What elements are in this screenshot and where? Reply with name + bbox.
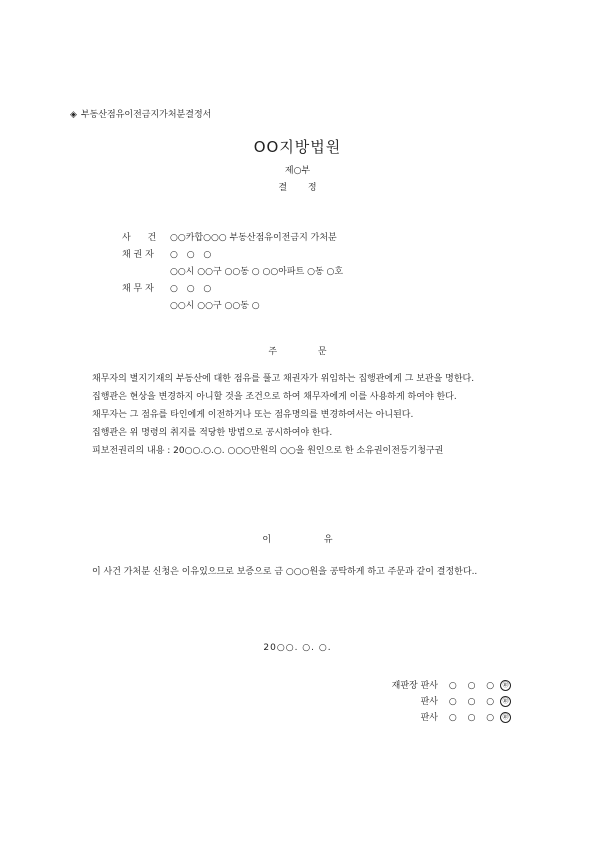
seal-icon: ㊞ — [500, 696, 511, 707]
order-paragraph-1: 채무자의 별지기재의 부동산에 대한 점유를 풀고 채권자가 위임하는 집행관에게 그 보관을 명한다. — [92, 374, 475, 384]
case-row — [122, 230, 337, 243]
case-label: 사 건 — [122, 233, 157, 243]
decision-date: 20○○. ○. ○. — [263, 643, 332, 653]
order-paragraph-5: 피보전권리의 내용 : 20○○.○.○. ○○○만원의 ○○을 원인으로 한 소유권이전등기청구권 — [92, 446, 444, 456]
judge-name: ○ ○ ○ — [448, 697, 495, 707]
judge-role: 판사 — [420, 713, 438, 723]
reason-paragraph: 이 사건 가처분 신청은 이유있으므로 보증으로 금 ○○○원을 공탁하게 하고 주문과 같이 결정한다.. — [92, 567, 478, 577]
order-paragraph-2: 집행관은 현상을 변경하지 아니할 것을 조건으로 하여 채무자에게 이를 사용하게 하여야 한다. — [92, 392, 457, 402]
creditor-name: ○ ○ ○ — [170, 250, 212, 260]
seal-icon: ㊞ — [500, 712, 511, 723]
order-paragraph-4: 집행관은 위 명령의 취지를 적당한 방법으로 공시하여야 한다. — [92, 428, 333, 438]
judge-role: 판사 — [420, 697, 438, 707]
judge-role: 재판장 판사 — [391, 681, 438, 691]
debtor-label: 채 무 자 — [122, 284, 154, 294]
creditor-address: ○○시 ○○구 ○○동 ○ ○○아파트 ○동 ○호 — [170, 267, 344, 277]
creditor-row — [122, 247, 211, 260]
diamond-bullet-icon: ◈ — [70, 110, 77, 120]
debtor-row — [122, 281, 211, 294]
division: 제○부 — [284, 166, 311, 176]
reason-body — [82, 563, 526, 581]
judge-name: ○ ○ ○ — [448, 681, 495, 691]
order-body — [82, 370, 526, 460]
form-header — [70, 107, 211, 120]
case-value: ○○카합○○○ 부동산점유이전금지 가처분 — [170, 233, 337, 243]
form-name: 부동산점유이전금지가처분결정서 — [80, 110, 212, 120]
judge-row-2 — [372, 694, 511, 707]
debtor-name: ○ ○ ○ — [170, 284, 212, 294]
judge-row-3 — [372, 710, 511, 723]
reason-title: 이 유 — [262, 535, 333, 545]
order-paragraph-3: 채무자는 그 점유를 타인에게 이전하거나 또는 점유명의를 변경하여서는 아니된다. — [92, 410, 414, 420]
order-title: 주 문 — [268, 347, 327, 357]
document-type: 결 정 — [278, 183, 317, 193]
seal-icon: ㊞ — [500, 680, 511, 691]
judge-row-1 — [372, 678, 511, 691]
debtor-address: ○○시 ○○구 ○○동 ○ — [170, 301, 260, 311]
judge-name: ○ ○ ○ — [448, 713, 495, 723]
creditor-label: 채 권 자 — [122, 250, 154, 260]
court-name: OO지방법원 — [253, 138, 342, 156]
